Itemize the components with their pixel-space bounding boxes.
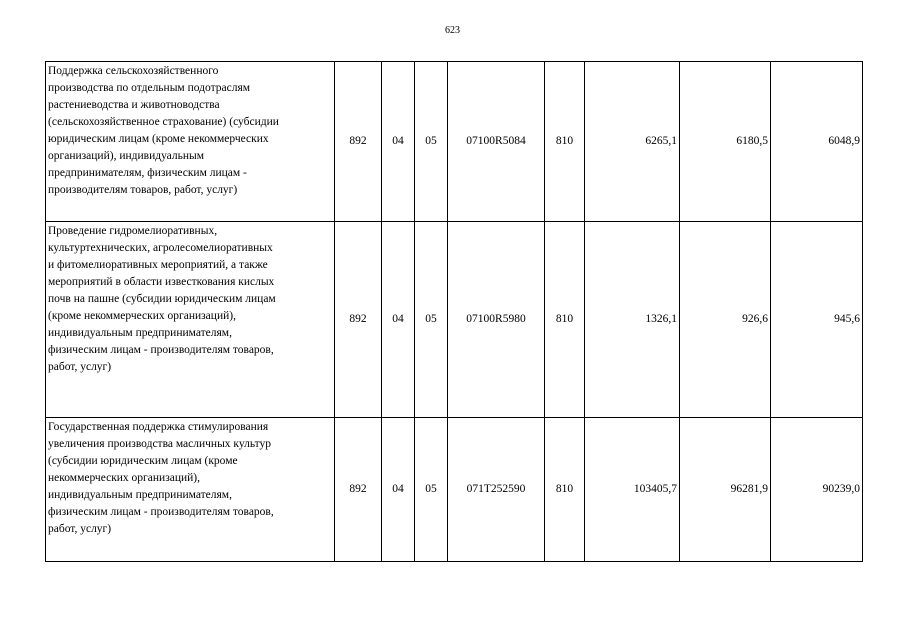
amount-year-2: 6180,5 <box>680 62 771 222</box>
amount-year-1: 6265,1 <box>585 62 680 222</box>
table-row <box>46 222 863 418</box>
target-article-code: 07100R5084 <box>448 62 545 222</box>
amount-year-3: 90239,0 <box>771 418 863 562</box>
subsection-code: 05 <box>415 418 448 562</box>
section-code: 04 <box>382 222 415 418</box>
section-code: 04 <box>382 418 415 562</box>
expense-type-code: 810 <box>545 418 585 562</box>
section-code: 04 <box>382 62 415 222</box>
budget-table <box>45 61 863 562</box>
ministry-code: 892 <box>335 418 382 562</box>
row-description: Проведение гидромелиоративных, культуртехнических, агролесомелиоративных и фитомелиоративных мероприятий, а также мероприятий в области известкования кислых почв на пашне (субсидии юридическим лицам (кроме некоммерческих организаций), индивидуальным предпринимателям, физическим лицам - производителям товаров, работ, услуг) <box>46 222 335 418</box>
target-article-code: 071T252590 <box>448 418 545 562</box>
target-article-code: 07100R5980 <box>448 222 545 418</box>
expense-type-code: 810 <box>545 62 585 222</box>
ministry-code: 892 <box>335 222 382 418</box>
table-row <box>46 62 863 222</box>
amount-year-3: 945,6 <box>771 222 863 418</box>
table-row <box>46 418 863 562</box>
page-number: 623 <box>445 25 460 36</box>
amount-year-2: 926,6 <box>680 222 771 418</box>
amount-year-1: 1326,1 <box>585 222 680 418</box>
ministry-code: 892 <box>335 62 382 222</box>
row-description: Государственная поддержка стимулирования увеличения производства масличных культур (субсидии юридическим лицам (кроме некоммерческих организаций), индивидуальным предпринимателям, физическим лицам - производителям товаров, работ, услуг) <box>46 418 335 562</box>
amount-year-3: 6048,9 <box>771 62 863 222</box>
subsection-code: 05 <box>415 62 448 222</box>
subsection-code: 05 <box>415 222 448 418</box>
amount-year-1: 103405,7 <box>585 418 680 562</box>
row-description: Поддержка сельскохозяйственного производства по отдельным подотраслям растениеводства и животноводства (сельскохозяйственное страхование) (субсидии юридическим лицам (кроме некоммерческих организаций), индивидуальным предпринимателям, физическим лицам - производителям товаров, работ, услуг) <box>46 62 335 222</box>
amount-year-2: 96281,9 <box>680 418 771 562</box>
expense-type-code: 810 <box>545 222 585 418</box>
